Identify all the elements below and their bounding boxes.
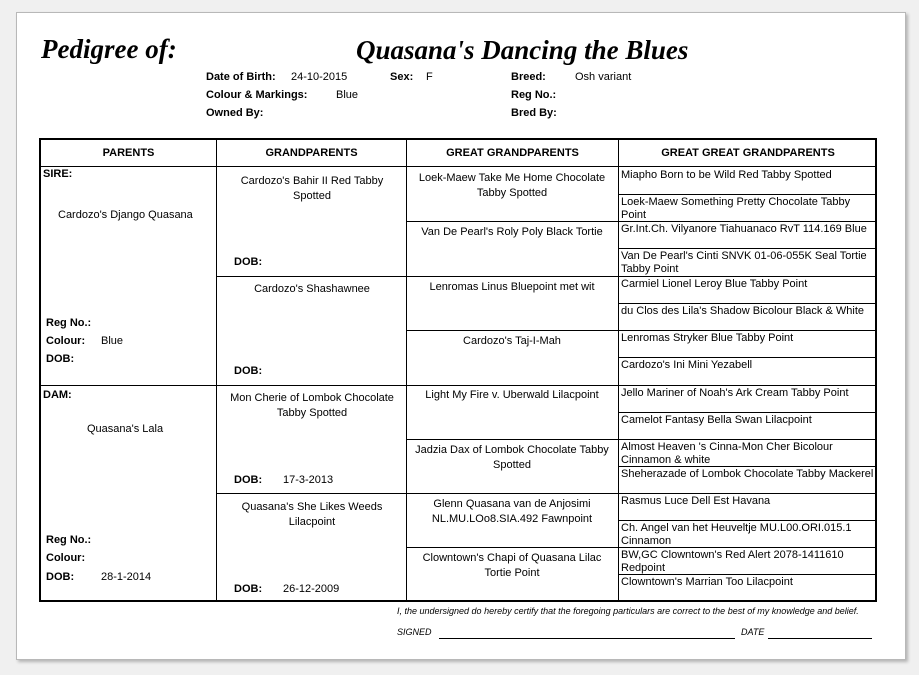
dob-value: 24-10-2015 bbox=[291, 71, 348, 83]
great-grandparent-name: Jadzia Dax of Lombok Chocolate Tabby Spotted bbox=[415, 444, 609, 471]
divider bbox=[41, 385, 216, 386]
great-great-grandparent-name: Miapho Born to be Wild Red Tabby Spotted bbox=[621, 169, 832, 181]
sire-regno-label: Reg No.: bbox=[46, 317, 92, 329]
great-grandparent-name: Glenn Quasana van de Anjosimi NL.MU.LOo8.SIA.492 Fawnpoint bbox=[431, 498, 593, 525]
divider bbox=[406, 385, 618, 386]
grandparent-name: Cardozo's Bahir II Red Tabby Spotted bbox=[240, 175, 384, 202]
signed-label: SIGNED bbox=[397, 627, 432, 637]
divider bbox=[406, 140, 407, 600]
grandparent-dob-label: DOB: bbox=[234, 365, 263, 377]
divider bbox=[216, 493, 406, 494]
great-great-grandparent-name: Loek-Maew Something Pretty Chocolate Tabby Point bbox=[621, 196, 851, 221]
breed-value: Osh variant bbox=[575, 71, 632, 83]
certification-text: I, the undersigned do hereby certify that the foregoing particulars are correct to the best of my knowledge and belief. bbox=[397, 606, 859, 616]
sex-label: Sex: bbox=[390, 71, 414, 83]
great-grandparent-name: Cardozo's Taj-I-Mah bbox=[463, 335, 561, 347]
breed-label: Breed: bbox=[511, 71, 546, 83]
column-header-great-great-grandparents: GREAT GREAT GRANDPARENTS bbox=[661, 147, 835, 159]
colour-value: Blue bbox=[336, 89, 359, 101]
cat-name-title: Quasana's Dancing the Blues bbox=[356, 35, 689, 65]
signature-line[interactable] bbox=[439, 638, 735, 639]
sire-name: Cardozo's Django Quasana bbox=[58, 209, 193, 221]
great-great-grandparent-name: Sheherazade of Lombok Chocolate Tabby Mackerel bbox=[621, 468, 874, 480]
divider bbox=[216, 140, 217, 600]
great-grandparent-name: Clowntown's Chapi of Quasana Lilac Tortie Point bbox=[422, 552, 602, 579]
pedigree-of-label: Pedigree of: bbox=[41, 34, 177, 64]
date-label: DATE bbox=[741, 627, 765, 637]
regno-label: Reg No.: bbox=[511, 89, 557, 101]
great-great-grandparent-name: Gr.Int.Ch. Vilyanore Tiahuanaco RvT 114.169 Blue bbox=[621, 223, 867, 235]
dam-label: DAM: bbox=[43, 389, 72, 401]
dam-dob-value: 28-1-2014 bbox=[101, 571, 152, 583]
dam-name: Quasana's Lala bbox=[87, 423, 164, 435]
colour-label: Colour & Markings: bbox=[206, 89, 308, 101]
grandparent-name: Cardozo's Shashawnee bbox=[254, 283, 370, 295]
grandparent-dob-value: 17-3-2013 bbox=[283, 474, 334, 486]
divider bbox=[406, 493, 618, 494]
great-great-grandparent-name: Lenromas Stryker Blue Tabby Point bbox=[621, 332, 794, 344]
divider bbox=[618, 276, 877, 277]
column-header-parents: PARENTS bbox=[102, 147, 155, 159]
great-great-grandparent-name: Clowntown's Marrian Too Lilacpoint bbox=[621, 576, 793, 588]
great-great-grandparent-name: Jello Mariner of Noah's Ark Cream Tabby Point bbox=[621, 387, 849, 399]
dam-dob-label: DOB: bbox=[46, 571, 75, 583]
grandparent-name: Quasana's She Likes Weeds Lilacpoint bbox=[241, 501, 383, 528]
grandparent-dob-label: DOB: bbox=[234, 256, 263, 268]
sire-label: SIRE: bbox=[43, 168, 73, 180]
sex-value: F bbox=[426, 71, 433, 83]
owned-by-label: Owned By: bbox=[206, 107, 264, 119]
column-header-grandparents: GRANDPARENTS bbox=[265, 147, 358, 159]
divider bbox=[406, 330, 618, 331]
sire-colour-label: Colour: bbox=[46, 335, 86, 347]
divider bbox=[618, 385, 877, 386]
great-grandparent-name: Van De Pearl's Roly Poly Black Tortie bbox=[421, 226, 603, 238]
grandparent-name: Mon Cherie of Lombok Chocolate Tabby Spotted bbox=[230, 392, 394, 419]
header-divider bbox=[41, 166, 877, 167]
sire-dob-label: DOB: bbox=[46, 353, 75, 365]
great-great-grandparent-name: du Clos des Lila's Shadow Bicolour Black & White bbox=[621, 305, 864, 317]
great-great-grandparent-name: Van De Pearl's Cinti SNVK 01-06-055K Seal Tortie Tabby Point bbox=[621, 250, 867, 275]
column-header-great-grandparents: GREAT GRANDPARENTS bbox=[446, 147, 579, 159]
grandparent-dob-label: DOB: bbox=[234, 474, 263, 486]
dam-colour-label: Colour: bbox=[46, 552, 86, 564]
divider bbox=[216, 385, 406, 386]
dam-regno-label: Reg No.: bbox=[46, 534, 92, 546]
great-great-grandparent-name: Cardozo's Ini Mini Yezabell bbox=[621, 359, 753, 371]
divider bbox=[216, 276, 406, 277]
great-grandparent-name: Loek-Maew Take Me Home Chocolate Tabby Spotted bbox=[418, 172, 606, 199]
great-great-grandparent-name: Camelot Fantasy Bella Swan Lilacpoint bbox=[621, 414, 812, 426]
great-great-grandparent-name: Almost Heaven 's Cinna-Mon Cher Bicolour Cinnamon & white bbox=[621, 441, 833, 466]
grandparent-dob-label: DOB: bbox=[234, 583, 263, 595]
divider bbox=[406, 276, 618, 277]
divider bbox=[406, 547, 618, 548]
great-grandparent-name: Light My Fire v. Uberwald Lilacpoint bbox=[425, 389, 599, 401]
great-grandparent-name: Lenromas Linus Bluepoint met wit bbox=[429, 281, 595, 293]
great-great-grandparent-name: BW,GC Clowntown's Red Alert 2078-1411610 Redpoint bbox=[621, 549, 844, 574]
divider bbox=[618, 140, 619, 600]
sire-colour-value: Blue bbox=[101, 335, 124, 347]
great-great-grandparent-name: Rasmus Luce Dell Est Havana bbox=[621, 495, 771, 507]
divider bbox=[406, 439, 618, 440]
grandparent-dob-value: 26-12-2009 bbox=[283, 583, 340, 595]
date-line[interactable] bbox=[768, 638, 872, 639]
dob-label: Date of Birth: bbox=[206, 71, 276, 83]
divider bbox=[406, 221, 618, 222]
great-great-grandparent-name: Ch. Angel van het Heuveltje MU.L00.ORI.015.1 Cinnamon bbox=[621, 522, 852, 547]
bred-by-label: Bred By: bbox=[511, 107, 557, 119]
pedigree-table bbox=[39, 138, 877, 602]
great-great-grandparent-name: Carmiel Lionel Leroy Blue Tabby Point bbox=[621, 278, 808, 290]
